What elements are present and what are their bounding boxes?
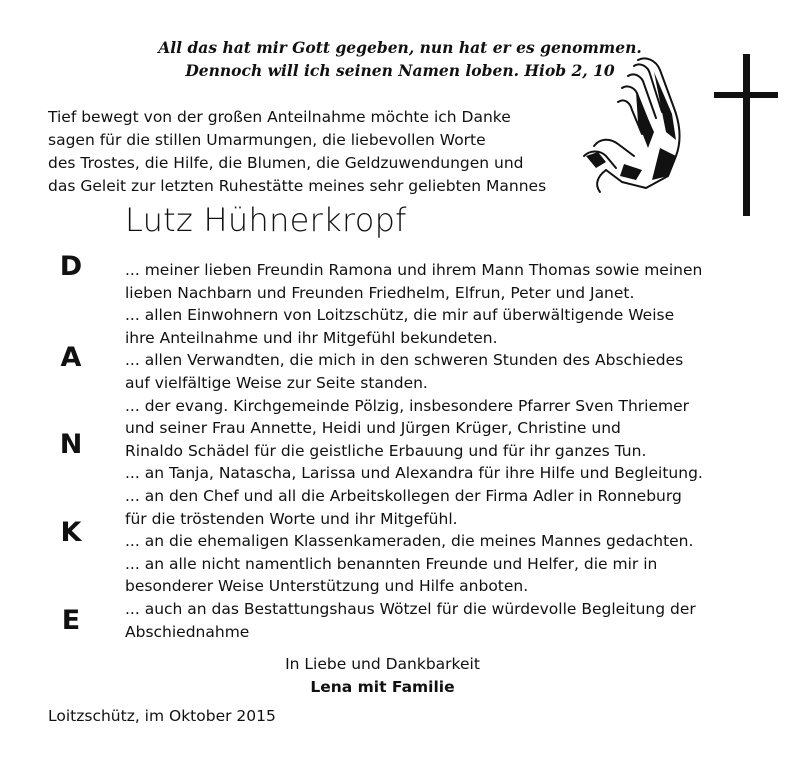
signature: Lena mit Familie — [310, 678, 455, 696]
thanks-line: besonderer Weise Unterstützung und Hilfe anboten. — [125, 577, 529, 596]
place-date: Loitzschütz, im Oktober 2015 — [48, 707, 276, 725]
thanks-line: ... an alle nicht namentlich benannten Freunde und Helfer, die mir in — [125, 554, 658, 573]
thanks-line: lieben Nachbarn und Freunden Friedhelm, Elfrun, Peter und Janet. — [125, 283, 635, 302]
thanks-line: und seiner Frau Annette, Heidi und Jürgen Krüger, Christine und — [125, 419, 621, 438]
intro-line: das Geleit zur letzten Ruhestätte meines sehr geliebten Mannes — [48, 177, 547, 195]
thanks-line: ... an Tanja, Natascha, Larissa und Alexandra für ihre Hilfe und Begleitung. — [125, 464, 703, 483]
thanks-line: auf vielfältige Weise zur Seite standen. — [125, 373, 428, 392]
danke-letter-k: K — [60, 517, 82, 548]
thanks-list — [125, 259, 775, 643]
thanks-line: ... der evang. Kirchgemeinde Pölzig, insbesondere Pfarrer Sven Thriemer — [125, 396, 690, 415]
quote-line-2: Dennoch will ich seinen Namen loben. Hiob 2, 10 — [185, 61, 615, 80]
thanks-line: ... allen Verwandten, die mich in den schweren Stunden des Abschiedes — [125, 351, 684, 370]
deceased-name: Lutz Hühnerkropf — [125, 201, 407, 239]
cross-icon — [714, 54, 780, 218]
closing-phrase: In Liebe und Dankbarkeit — [285, 655, 480, 673]
quote-line-1: All das hat mir Gott gegeben, nun hat er es genommen. — [158, 38, 642, 57]
danke-letter-e: E — [61, 605, 81, 636]
intro-line: des Trostes, die Hilfe, die Blumen, die Geldzuwendungen und — [48, 154, 524, 172]
thanks-line: ... an die ehemaligen Klassenkameraden, die meines Mannes gedachten. — [125, 532, 694, 551]
thanks-line: Rinaldo Schädel für die geistliche Erbauung und für ihr ganzes Tun. — [125, 441, 647, 460]
danke-letter-d: D — [59, 251, 83, 282]
thanks-line: ... an den Chef und all die Arbeitskollegen der Firma Adler in Ronneburg — [125, 486, 682, 505]
danke-letter-a: A — [60, 342, 82, 373]
intro-line: Tief bewegt von der großen Anteilnahme möchte ich Danke — [48, 108, 511, 126]
thanks-line: Abschiednahme — [125, 622, 250, 641]
thanks-line: ihre Anteilnahme und ihr Mitgefühl bekundeten. — [125, 328, 498, 347]
thanks-line: ... allen Einwohnern von Loitzschütz, die mir auf überwältigende Weise — [125, 306, 675, 325]
thanks-line: ... meiner lieben Freundin Ramona und ihrem Mann Thomas sowie meinen — [125, 261, 703, 279]
danke-letter-n: N — [59, 429, 83, 460]
praying-hands-icon — [576, 52, 726, 198]
intro-paragraph — [48, 106, 568, 198]
thanks-line: ... auch an das Bestattungshaus Wötzel für die würdevolle Begleitung der — [125, 599, 696, 618]
thanks-line: für die tröstenden Worte und ihr Mitgefühl. — [125, 509, 458, 528]
intro-line: sagen für die stillen Umarmungen, die liebevollen Worte — [48, 131, 486, 149]
